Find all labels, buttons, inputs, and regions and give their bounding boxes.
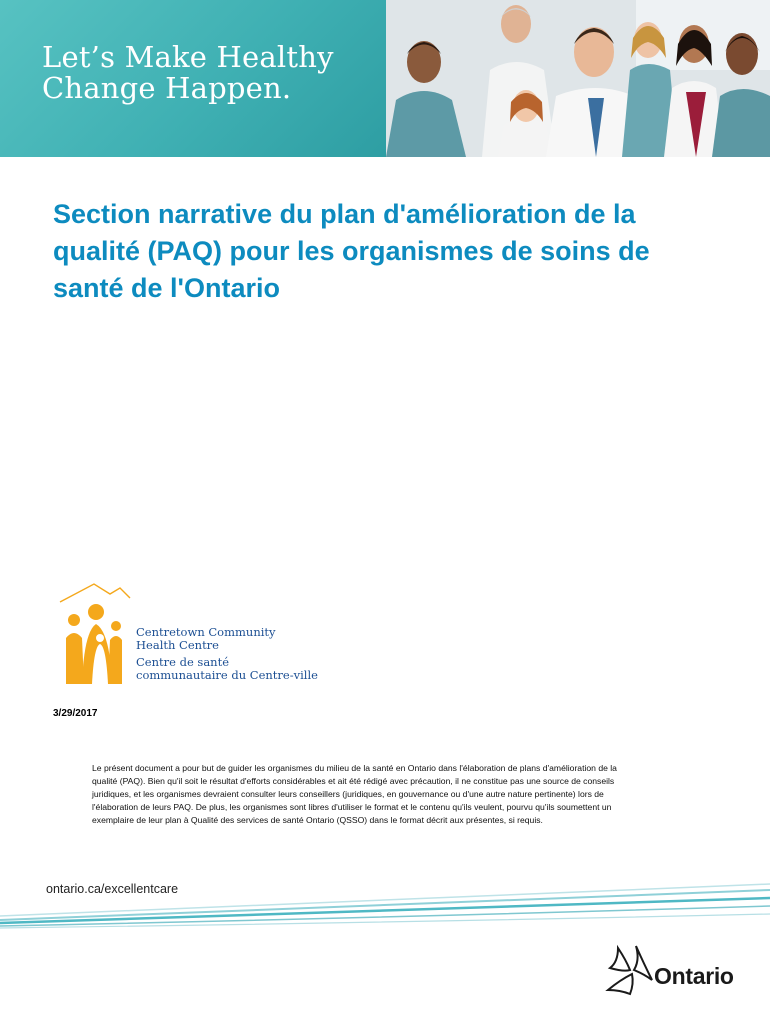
document-title <box>53 196 743 307</box>
footer-url: ontario.ca/excellentcare <box>46 882 179 896</box>
disclaimer-line-4: l'élaboration de leurs PAQ. De plus, les organismes sont libres d'utiliser le format et le contenu qu'ils veulent, pourvu qu'ils soumettent un <box>92 802 612 812</box>
header-banner <box>0 0 770 157</box>
disclaimer-line-1: Le présent document a pour but de guider les organismes du milieu de la santé en Ontario dans l'élaboration de plans d'amélioration de la <box>92 763 617 773</box>
medical-team-illustration <box>386 0 770 157</box>
org-name-en-1: Centretown Community <box>136 625 276 639</box>
title-line-2: qualité (PAQ) pour les organismes de soins de <box>53 236 650 266</box>
disclaimer-line-2: qualité (PAQ). Bien qu'il soit le résultat d'efforts considérables et ait été rédigé avec précaution, il ne constitue pas une source de conseils <box>92 776 615 786</box>
disclaimer-line-5: exemplaire de leur plan à Qualité des services de santé Ontario (QSSO) dans le format décrit aux présentes, si requis. <box>92 815 543 825</box>
tagline <box>42 42 372 104</box>
tagline-line-2: Change Happen. <box>42 71 292 105</box>
disclaimer-line-3: juridiques, et les organismes devraient consulter leurs conseillers (juridiques, en gouvernance ou d'une autre nature pertinente) lors de <box>92 789 604 799</box>
document-date: 3/29/2017 <box>53 708 98 719</box>
ontario-wordmark: Ontario <box>654 963 734 989</box>
banner-teal-panel <box>0 0 386 157</box>
org-name-fr-2: communautaire du Centre-ville <box>136 668 318 682</box>
tagline-line-1: Let’s Make Healthy <box>42 40 334 74</box>
org-name-fr-1: Centre de santé <box>136 655 230 669</box>
title-line-1: Section narrative du plan d'amélioration de la <box>53 199 636 229</box>
org-name-en-2: Health Centre <box>136 638 219 652</box>
medical-team-photo <box>386 0 770 157</box>
organization-name <box>136 626 336 682</box>
disclaimer-paragraph <box>92 762 722 827</box>
title-line-3: santé de l'Ontario <box>53 273 280 303</box>
